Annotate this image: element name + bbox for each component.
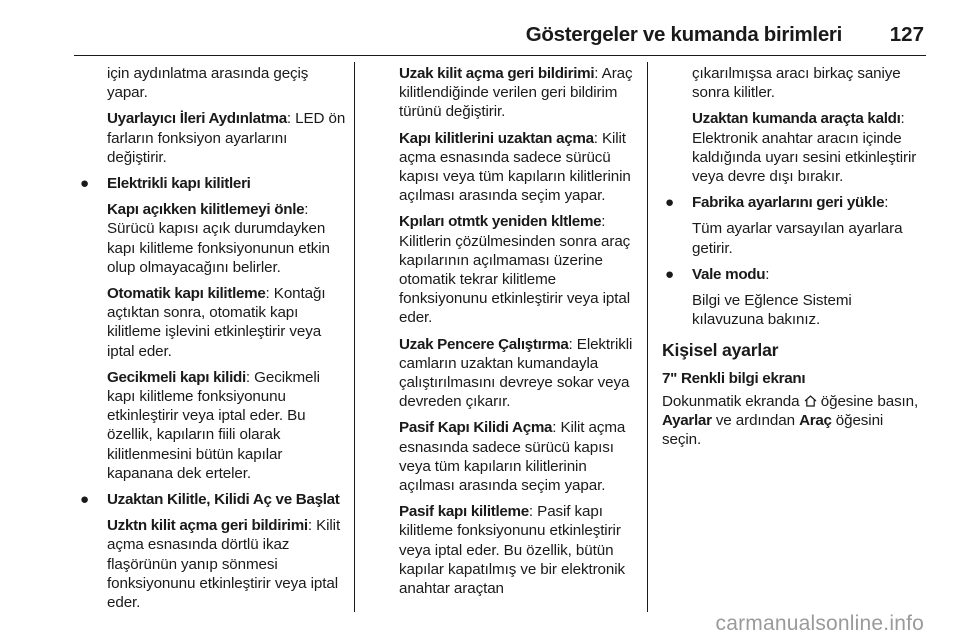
term: Gecikmeli kapı kilidi xyxy=(107,368,246,386)
paragraph: Kpıları otmtk yeniden kltleme: Kilitlerin çözülmesinden sonra araç kapılarının açılmaması üzerine otomatik tekrar kilitleme fonksiyonunu etkinleştirir veya iptal eder. xyxy=(399,213,631,327)
column-1 xyxy=(77,64,347,619)
term: Uzak Pencere Çalıştırma xyxy=(399,335,569,353)
paragraph: Pasif Kapı Kilidi Açma: Kilit açma esnasında sadece sürücü kapısı veya tüm kapıların kilitlerinin açılması arasında seçim yapar. xyxy=(399,419,626,495)
section-title: Kişisel ayarlar xyxy=(662,340,779,361)
paragraph: Pasif kapı kilitleme: Pasif kapı kilitleme fonksiyonunu etkinleştirir veya iptal eder. Bu özellik, bütün kapılar kapatılmış ve bir elektronik anahtar araçtan xyxy=(399,503,625,598)
bullet-icon: ● xyxy=(80,491,90,509)
bullet-item: ● Elektrikli kapı kilitleri xyxy=(80,175,251,193)
bullet-icon: ● xyxy=(665,194,675,212)
paragraph: Bilgi ve Eğlence Sistemi kılavuzuna bakınız. xyxy=(692,292,852,329)
bullet-item: ● Uzaktan Kilitle, Kilidi Aç ve Başlat xyxy=(80,491,340,509)
bullet-icon: ● xyxy=(665,265,675,283)
paragraph: Uzak Pencere Çalıştırma: Elektrikli camların uzaktan kumandayla çalıştırılmasını devreye sokar veya devreden çıkarır. xyxy=(399,335,633,411)
column-divider-2 xyxy=(647,62,648,612)
column-3 xyxy=(662,64,924,456)
column-divider-1 xyxy=(354,62,355,612)
term: Kapı açıkken kilitlemeyi önle xyxy=(107,201,305,219)
bullet-item: ● Vale modu: xyxy=(665,265,770,283)
term: Kpıları otmtk yeniden kltleme xyxy=(399,213,602,231)
paragraph: için aydınlatma arasında geçiş yapar. xyxy=(107,65,309,102)
paragraph: Uzaktan kumanda araçta kaldı: Elektronik anahtar aracın içinde kaldığında uyarı sesini etkinleştirir veya devre dışı bırakır. xyxy=(692,110,917,186)
paragraph: Uzktn kilit açma geri bildirimi: Kilit açma esnasında dörtlü ikaz flaşörünün yanıp sönmesi fonksiyonunu etkinleştirir veya iptal eder. xyxy=(107,517,341,612)
paragraph: Otomatik kapı kilitleme: Kontağı açtıktan sonra, otomatik kapı kilitleme işlevini etkinleştirir veya iptal eder. xyxy=(107,285,326,360)
term: Uzak kilit açma geri bildirimi xyxy=(399,65,595,82)
term: Kapı kilitlerini uzaktan açma xyxy=(399,129,594,147)
bullet-item: ● Fabrika ayarlarını geri yükle: xyxy=(665,194,889,212)
header-title: Göstergeler ve kumanda birimleri xyxy=(525,23,842,46)
term: Pasif kapı kilitleme xyxy=(399,503,529,521)
page-number: 127 xyxy=(889,23,924,46)
term: Uzktn kilit açma geri bildirimi xyxy=(107,517,308,535)
home-icon xyxy=(804,393,817,405)
paragraph: Gecikmeli kapı kilidi: Gecikmeli kapı kilitleme fonksiyonunu etkinleştirir veya iptal eder. Bu özellik, kapıların fiili olarak kilitlenmesini bütün kapılar kapanana dek erteler. xyxy=(107,368,320,482)
paragraph: Kapı kilitlerini uzaktan açma: Kilit açma esnasında sadece sürücü kapısı veya tüm kapıların kilitlerinin açılması arasında seçim yapar. xyxy=(399,129,631,205)
term: Uyarlayıcı İleri Aydınlatma xyxy=(107,110,287,128)
watermark: carmanualsonline.info xyxy=(715,612,924,635)
subsection-title: 7" Renkli bilgi ekranı xyxy=(662,369,806,387)
term: Otomatik kapı kilitleme xyxy=(107,285,266,303)
column-2 xyxy=(399,64,639,605)
term: Uzaktan kumanda araçta kaldı xyxy=(692,110,901,128)
paragraph: Tüm ayarlar varsayılan ayarlara getirir. xyxy=(692,220,903,257)
paragraph: Uyarlayıcı İleri Aydınlatma: LED ön farların fonksiyon ayarlarını değiştirir. xyxy=(107,110,346,166)
bullet-icon: ● xyxy=(80,175,90,193)
paragraph: çıkarılmışsa aracı birkaç saniye sonra kilitler. xyxy=(692,65,901,102)
header-rule xyxy=(74,55,926,56)
paragraph: Uzak kilit açma geri bildirimi: Araç kilitlendiğinde verilen geri bildirim türünü değiştirir. xyxy=(399,65,633,121)
page-header xyxy=(0,0,960,62)
paragraph: Dokunmatik ekranda öğesine basın, Ayarlar ve ardından Araç öğesini seçin. xyxy=(662,392,919,449)
paragraph: Kapı açıkken kilitlemeyi önle: Sürücü kapısı açık durumdayken kapı kilitleme fonksiyonunun etkin olup olmayacağını belirler. xyxy=(107,201,330,276)
term: Pasif Kapı Kilidi Açma xyxy=(399,419,553,437)
